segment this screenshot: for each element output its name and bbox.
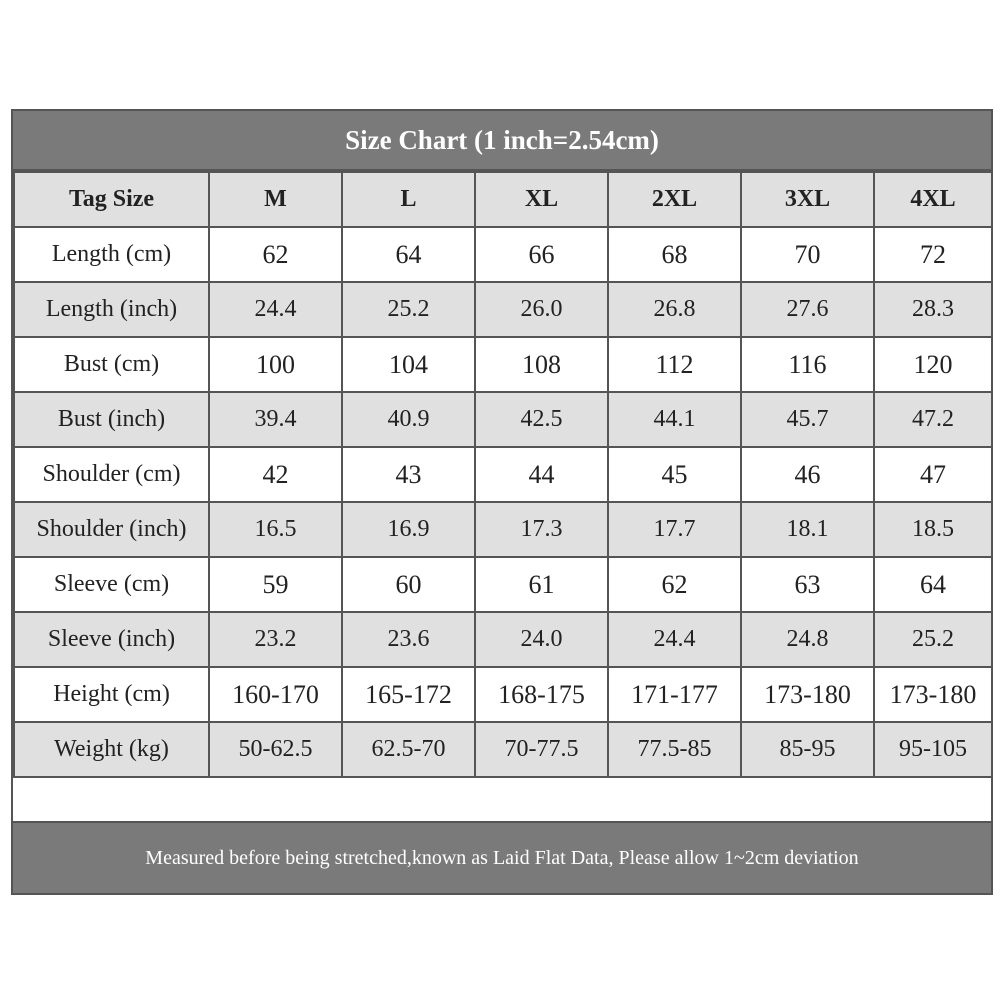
table-cell: 44 — [475, 447, 608, 502]
table-cell: 42.5 — [475, 392, 608, 447]
row-label: Sleeve (inch) — [14, 612, 209, 667]
size-chart — [11, 109, 993, 895]
row-label: Height (cm) — [14, 667, 209, 722]
size-header-xl: XL — [475, 172, 608, 227]
table-cell: 24.0 — [475, 612, 608, 667]
table-cell: 44.1 — [608, 392, 741, 447]
table-cell: 66 — [475, 227, 608, 282]
table-cell: 64 — [874, 557, 992, 612]
table-row — [14, 392, 992, 447]
table-row — [14, 557, 992, 612]
chart-title: Size Chart (1 inch=2.54cm) — [13, 111, 991, 171]
table-cell: 62.5-70 — [342, 722, 475, 777]
table-cell: 64 — [342, 227, 475, 282]
table-row — [14, 337, 992, 392]
table-cell: 27.6 — [741, 282, 874, 337]
table-cell: 18.5 — [874, 502, 992, 557]
table-row — [14, 667, 992, 722]
table-cell: 95-105 — [874, 722, 992, 777]
row-label: Shoulder (cm) — [14, 447, 209, 502]
table-cell: 42 — [209, 447, 342, 502]
table-cell: 160-170 — [209, 667, 342, 722]
row-label: Shoulder (inch) — [14, 502, 209, 557]
table-cell: 116 — [741, 337, 874, 392]
table-cell: 17.7 — [608, 502, 741, 557]
table-cell: 62 — [209, 227, 342, 282]
row-label: Length (inch) — [14, 282, 209, 337]
table-header-row — [14, 172, 992, 227]
table-cell: 72 — [874, 227, 992, 282]
table-cell: 50-62.5 — [209, 722, 342, 777]
row-label: Sleeve (cm) — [14, 557, 209, 612]
table-row — [14, 502, 992, 557]
table-cell: 28.3 — [874, 282, 992, 337]
table-cell: 108 — [475, 337, 608, 392]
table-cell: 59 — [209, 557, 342, 612]
table-cell: 26.8 — [608, 282, 741, 337]
tag-size-header: Tag Size — [14, 172, 209, 227]
table-cell: 168-175 — [475, 667, 608, 722]
table-cell: 171-177 — [608, 667, 741, 722]
table-cell: 23.2 — [209, 612, 342, 667]
table-row — [14, 612, 992, 667]
table-cell: 173-180 — [741, 667, 874, 722]
size-table — [13, 171, 993, 778]
table-cell: 39.4 — [209, 392, 342, 447]
table-cell: 120 — [874, 337, 992, 392]
table-cell: 62 — [608, 557, 741, 612]
table-cell: 100 — [209, 337, 342, 392]
size-header-2xl: 2XL — [608, 172, 741, 227]
row-label: Bust (cm) — [14, 337, 209, 392]
footer-note: Measured before being stretched,known as Laid Flat Data, Please allow 1~2cm deviation — [13, 821, 991, 893]
table-cell: 46 — [741, 447, 874, 502]
size-header-4xl: 4XL — [874, 172, 992, 227]
size-header-3xl: 3XL — [741, 172, 874, 227]
table-row — [14, 282, 992, 337]
table-cell: 24.4 — [209, 282, 342, 337]
table-cell: 16.5 — [209, 502, 342, 557]
table-cell: 77.5-85 — [608, 722, 741, 777]
table-cell: 24.8 — [741, 612, 874, 667]
table-cell: 26.0 — [475, 282, 608, 337]
table-cell: 24.4 — [608, 612, 741, 667]
table-cell: 18.1 — [741, 502, 874, 557]
table-cell: 104 — [342, 337, 475, 392]
table-row — [14, 227, 992, 282]
table-cell: 16.9 — [342, 502, 475, 557]
table-cell: 112 — [608, 337, 741, 392]
table-cell: 173-180 — [874, 667, 992, 722]
size-header-l: L — [342, 172, 475, 227]
row-label: Length (cm) — [14, 227, 209, 282]
table-cell: 61 — [475, 557, 608, 612]
table-cell: 40.9 — [342, 392, 475, 447]
table-cell: 165-172 — [342, 667, 475, 722]
row-label: Weight (kg) — [14, 722, 209, 777]
table-cell: 60 — [342, 557, 475, 612]
row-label: Bust (inch) — [14, 392, 209, 447]
table-cell: 23.6 — [342, 612, 475, 667]
table-cell: 63 — [741, 557, 874, 612]
table-cell: 47 — [874, 447, 992, 502]
table-cell: 70-77.5 — [475, 722, 608, 777]
table-row — [14, 447, 992, 502]
table-cell: 25.2 — [342, 282, 475, 337]
table-cell: 85-95 — [741, 722, 874, 777]
table-row — [14, 722, 992, 777]
table-cell: 70 — [741, 227, 874, 282]
table-cell: 47.2 — [874, 392, 992, 447]
table-cell: 45 — [608, 447, 741, 502]
table-cell: 17.3 — [475, 502, 608, 557]
table-cell: 45.7 — [741, 392, 874, 447]
table-cell: 25.2 — [874, 612, 992, 667]
table-cell: 68 — [608, 227, 741, 282]
size-header-m: M — [209, 172, 342, 227]
table-cell: 43 — [342, 447, 475, 502]
